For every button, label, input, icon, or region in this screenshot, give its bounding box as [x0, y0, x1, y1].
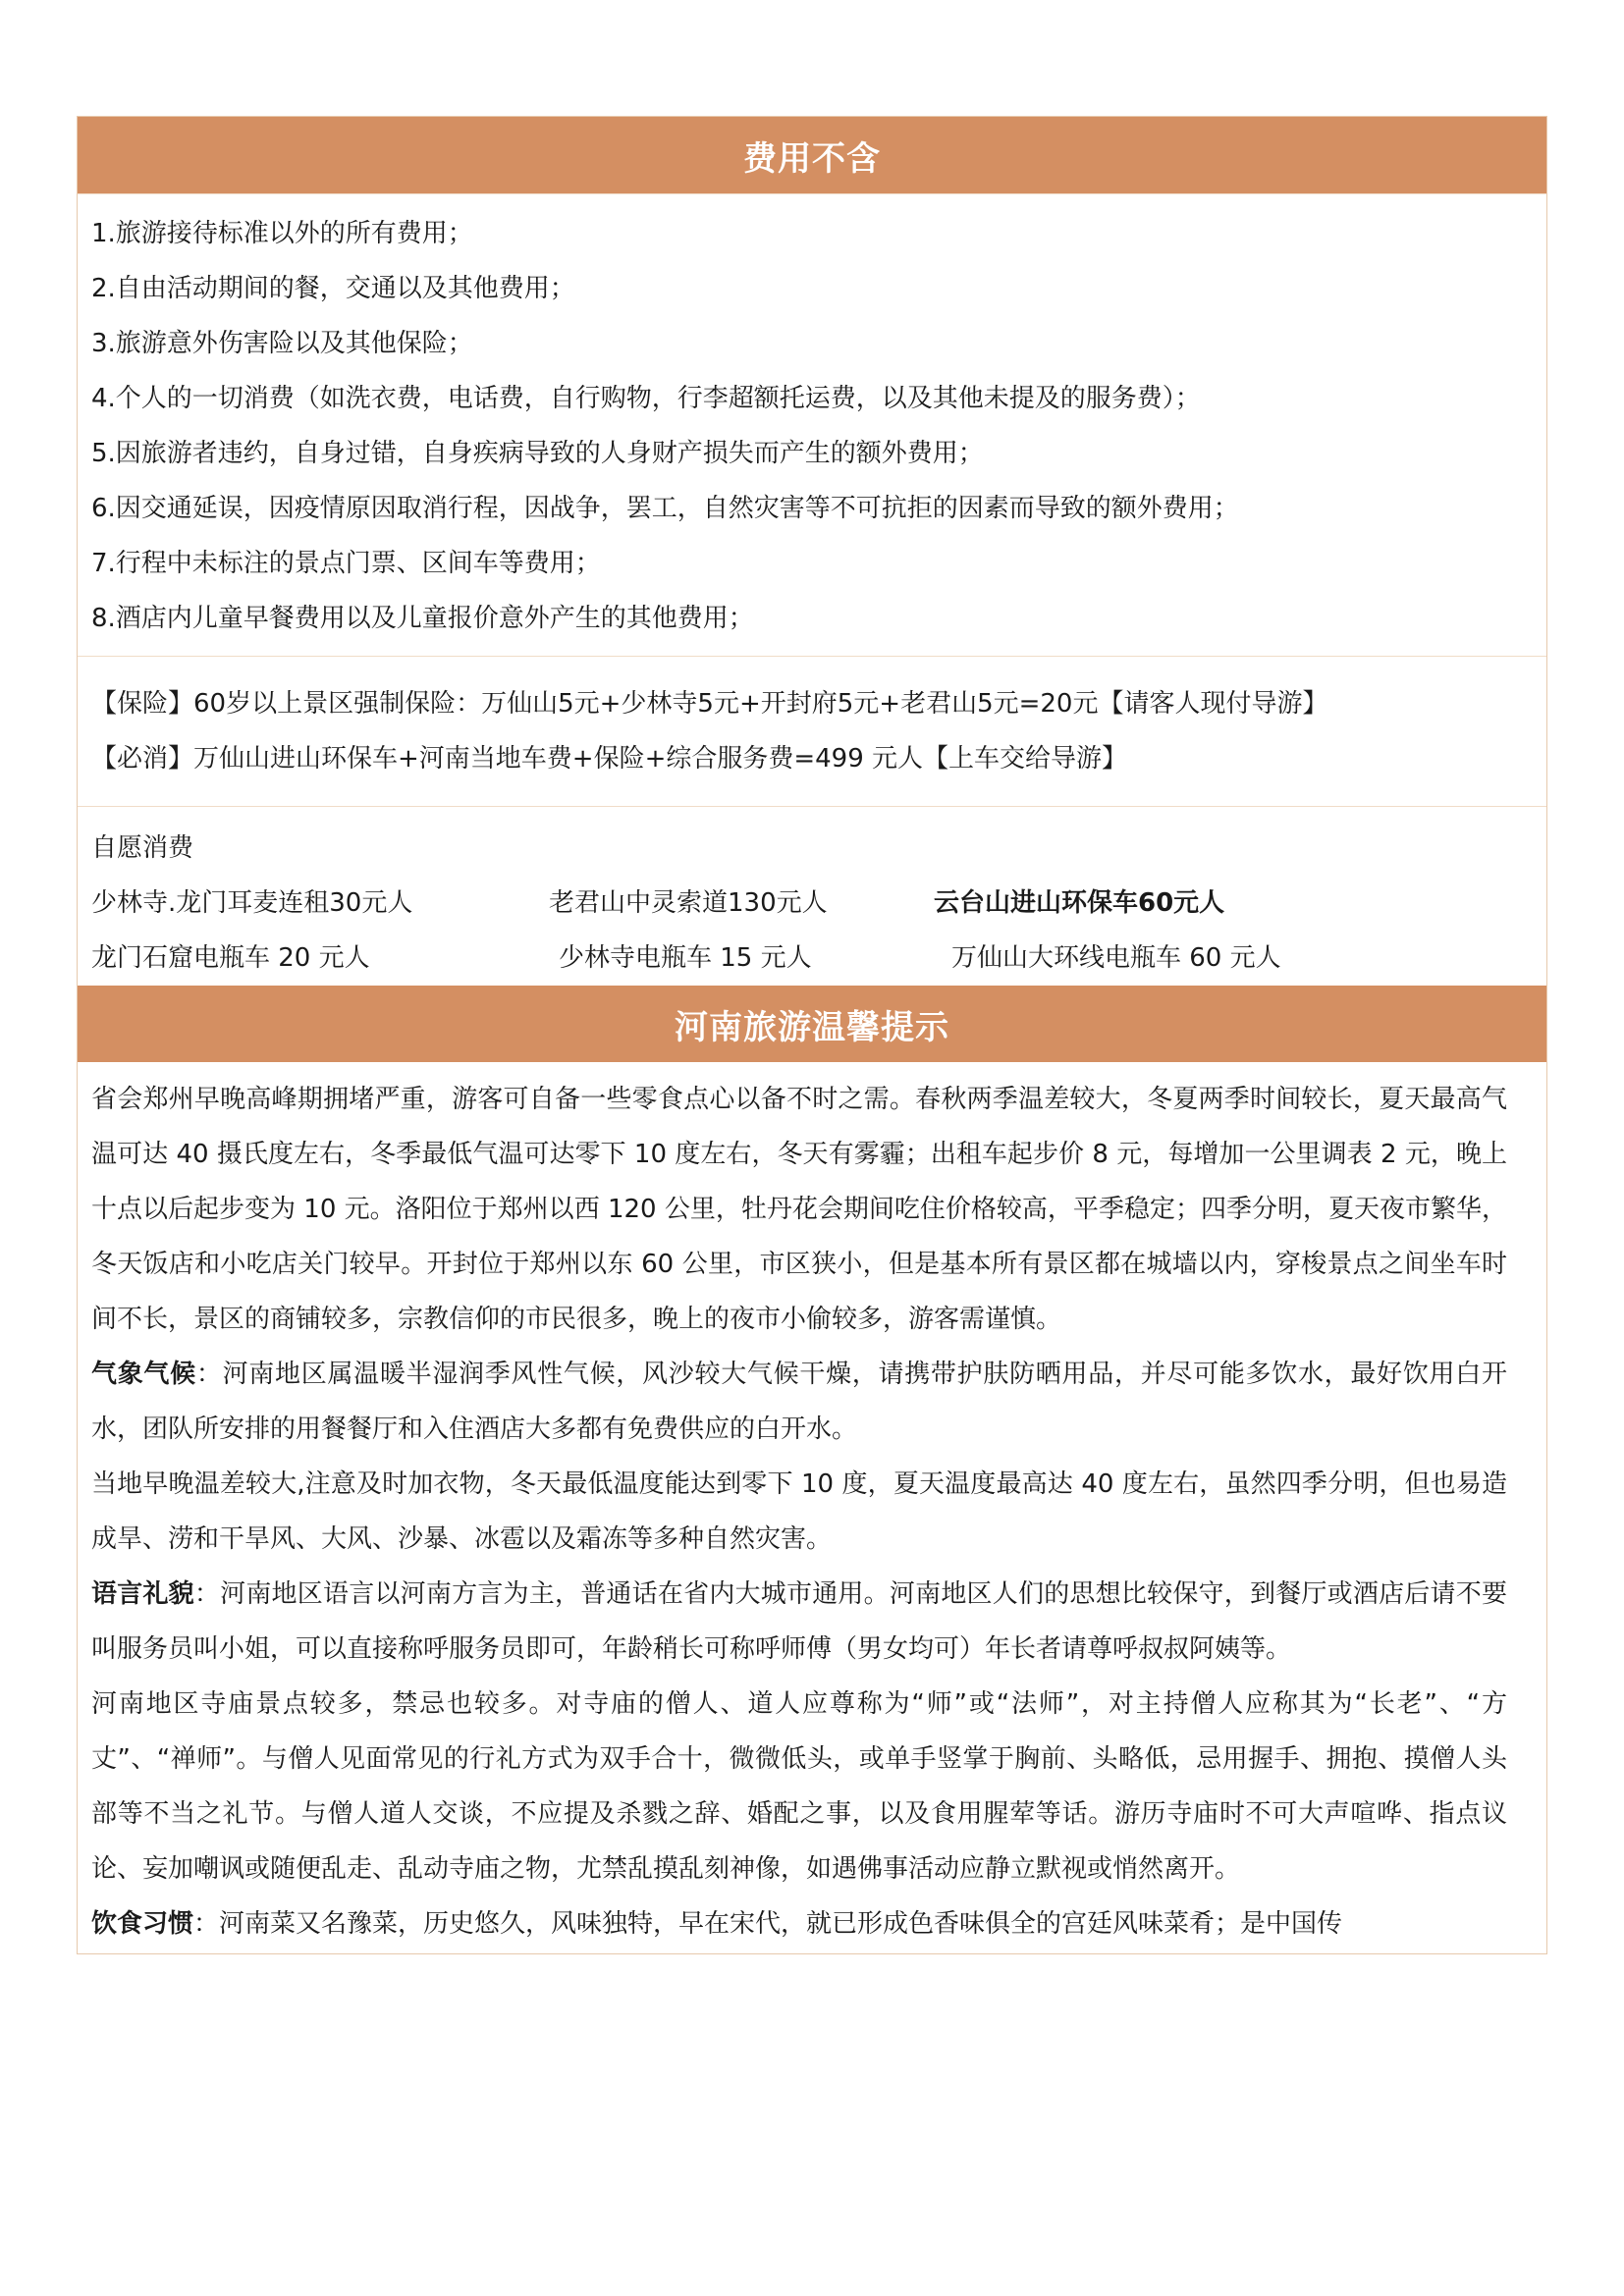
fee-item: 8.酒店内儿童早餐费用以及儿童报价意外产生的其他费用； — [91, 604, 754, 633]
tips-paragraph: 省会郑州早晚高峰期拥堵严重，游客可自备一些零食点心以备不时之需。春秋两季温差较大，冬夏两季时间较长，夏天最高气温可达 40 摄氏度左右，冬季最低气温可达零下 10 度左右，冬天有雾霾；出租车起步价 8 元，每增加一公里调表 2 元，晚上十点以后起步变为 10 元。洛阳位于郑州以西 120 公里，牡丹花会期间吃住价格较高，平季稳定；四季分明，夏天夜市繁华，冬天饭店和小吃店关门较早。开封位于郑州以东 60 公里，市区狭小，但是基本所有景区都在城墙以内，穿梭景点之间坐车时间不长，景区的商铺较多，宗教信仰的市民很多，晚上的夜市小偷较多，游客需谨慎。 — [91, 1085, 1507, 1334]
fees-excluded-header — [78, 117, 1546, 193]
temple-paragraph: 河南地区寺庙景点较多，禁忌也较多。对寺庙的僧人、道人应尊称为“师”或“法师”，对主持僧人应称其为“长老”、“方丈”、“禅师”。与僧人见面常见的行礼方式为双手合十，微微低头，或单手竖掌于胸前、头略低，忌用握手、拥抱、摸僧人头部等不当之礼节。与僧人道人交谈，不应提及杀戮之辞、婚配之事，以及食用腥荤等话。游历寺庙时不可大声喧哗、指点议论、妄加嘲讽或随便乱走、乱动寺庙之物，尤禁乱摸乱刻神像，如遇佛事活动应静立默视或悄然离开。 — [91, 1689, 1507, 1884]
climate-text: ：河南地区属温暖半湿润季风性气候，风沙较大气候干燥，请携带护肤防晒用品，并尽可能多饮水，最好饮用白开水，团队所安排的用餐餐厅和入住酒店大多都有免费供应的白开水。 — [91, 1360, 1507, 1444]
fees-excluded-list — [78, 193, 1546, 656]
optional-item: 万仙山大环线电瓶车 60 元人 — [951, 943, 1281, 973]
optional-row — [78, 931, 1546, 986]
mandatory-fee-notice: 【必消】万仙山进山环保车+河南当地车费+保险+综合服务费=499 元人【上车交给导游】 — [91, 744, 1128, 774]
fee-item: 3.旅游意外伤害险以及其他保险； — [91, 329, 473, 358]
fee-item: 5.因旅游者违约，自身过错，自身疾病导致的人身财产损失而产生的额外费用； — [91, 439, 984, 468]
fee-item: 4.个人的一切消费（如洗衣费，电话费，自行购物，行李超额托运费，以及其他未提及的服务费）； — [91, 384, 1201, 413]
fee-item: 7.行程中未标注的景点门票、区间车等费用； — [91, 549, 601, 578]
optional-spending — [78, 806, 1546, 986]
manners-paragraph — [91, 1567, 1507, 1677]
optional-item: 老君山中灵索道130元人 — [549, 888, 828, 918]
fees-excluded-title: 费用不含 — [743, 138, 881, 179]
manners-text: ：河南地区语言以河南方言为主，普通话在省内大城市通用。河南地区人们的思想比较保守，到餐厅或酒店后请不要叫服务员叫小姐，可以直接称呼服务员即可，年龄稍长可称呼师傅（男女均可）年长者请尊呼叔叔阿姨等。 — [91, 1579, 1507, 1664]
food-label: 饮食习惯 — [91, 1909, 194, 1939]
optional-item: 云台山进山环保车60元人 — [934, 888, 1225, 918]
optional-item: 少林寺.龙门耳麦连租30元人 — [91, 888, 413, 918]
food-paragraph — [91, 1896, 1507, 1951]
optional-item: 龙门石窟电瓶车 20 元人 — [91, 943, 370, 973]
fee-item: 6.因交通延误，因疫情原因取消行程，因战争，罢工，自然灾害等不可抗拒的因素而导致的额外费用； — [91, 494, 1239, 523]
food-text: ：河南菜又名豫菜，历史悠久，风味独特，早在宋代，就已形成色香味俱全的宫廷风味菜肴；是中国传 — [193, 1909, 1343, 1939]
climate-label: 气象气候 — [91, 1360, 196, 1389]
travel-tips-title: 河南旅游温馨提示 — [675, 1007, 949, 1047]
optional-row — [78, 876, 1546, 931]
travel-tips-body — [78, 1062, 1546, 1953]
temperature-paragraph: 当地早晚温差较大,注意及时加衣物，冬天最低温度能达到零下 10 度，夏天温度最高达 40 度左右，虽然四季分明，但也易造成旱、涝和干旱风、大风、沙暴、冰雹以及霜冻等多种自然灾害。 — [91, 1469, 1507, 1554]
climate-paragraph — [91, 1347, 1507, 1457]
fee-item: 2.自由活动期间的餐，交通以及其他费用； — [91, 274, 575, 303]
manners-label: 语言礼貌 — [91, 1579, 194, 1609]
fee-item: 1.旅游接待标准以外的所有费用； — [91, 219, 473, 248]
mandatory-notices — [78, 656, 1546, 806]
itinerary-sheet — [77, 116, 1547, 1954]
optional-item: 少林寺电瓶车 15 元人 — [559, 943, 812, 973]
optional-spending-label: 自愿消费 — [91, 833, 194, 863]
travel-tips-header — [78, 986, 1546, 1062]
insurance-notice: 【保险】60岁以上景区强制保险：万仙山5元+少林寺5元+开封府5元+老君山5元=20元【请客人现付导游】 — [91, 689, 1328, 719]
